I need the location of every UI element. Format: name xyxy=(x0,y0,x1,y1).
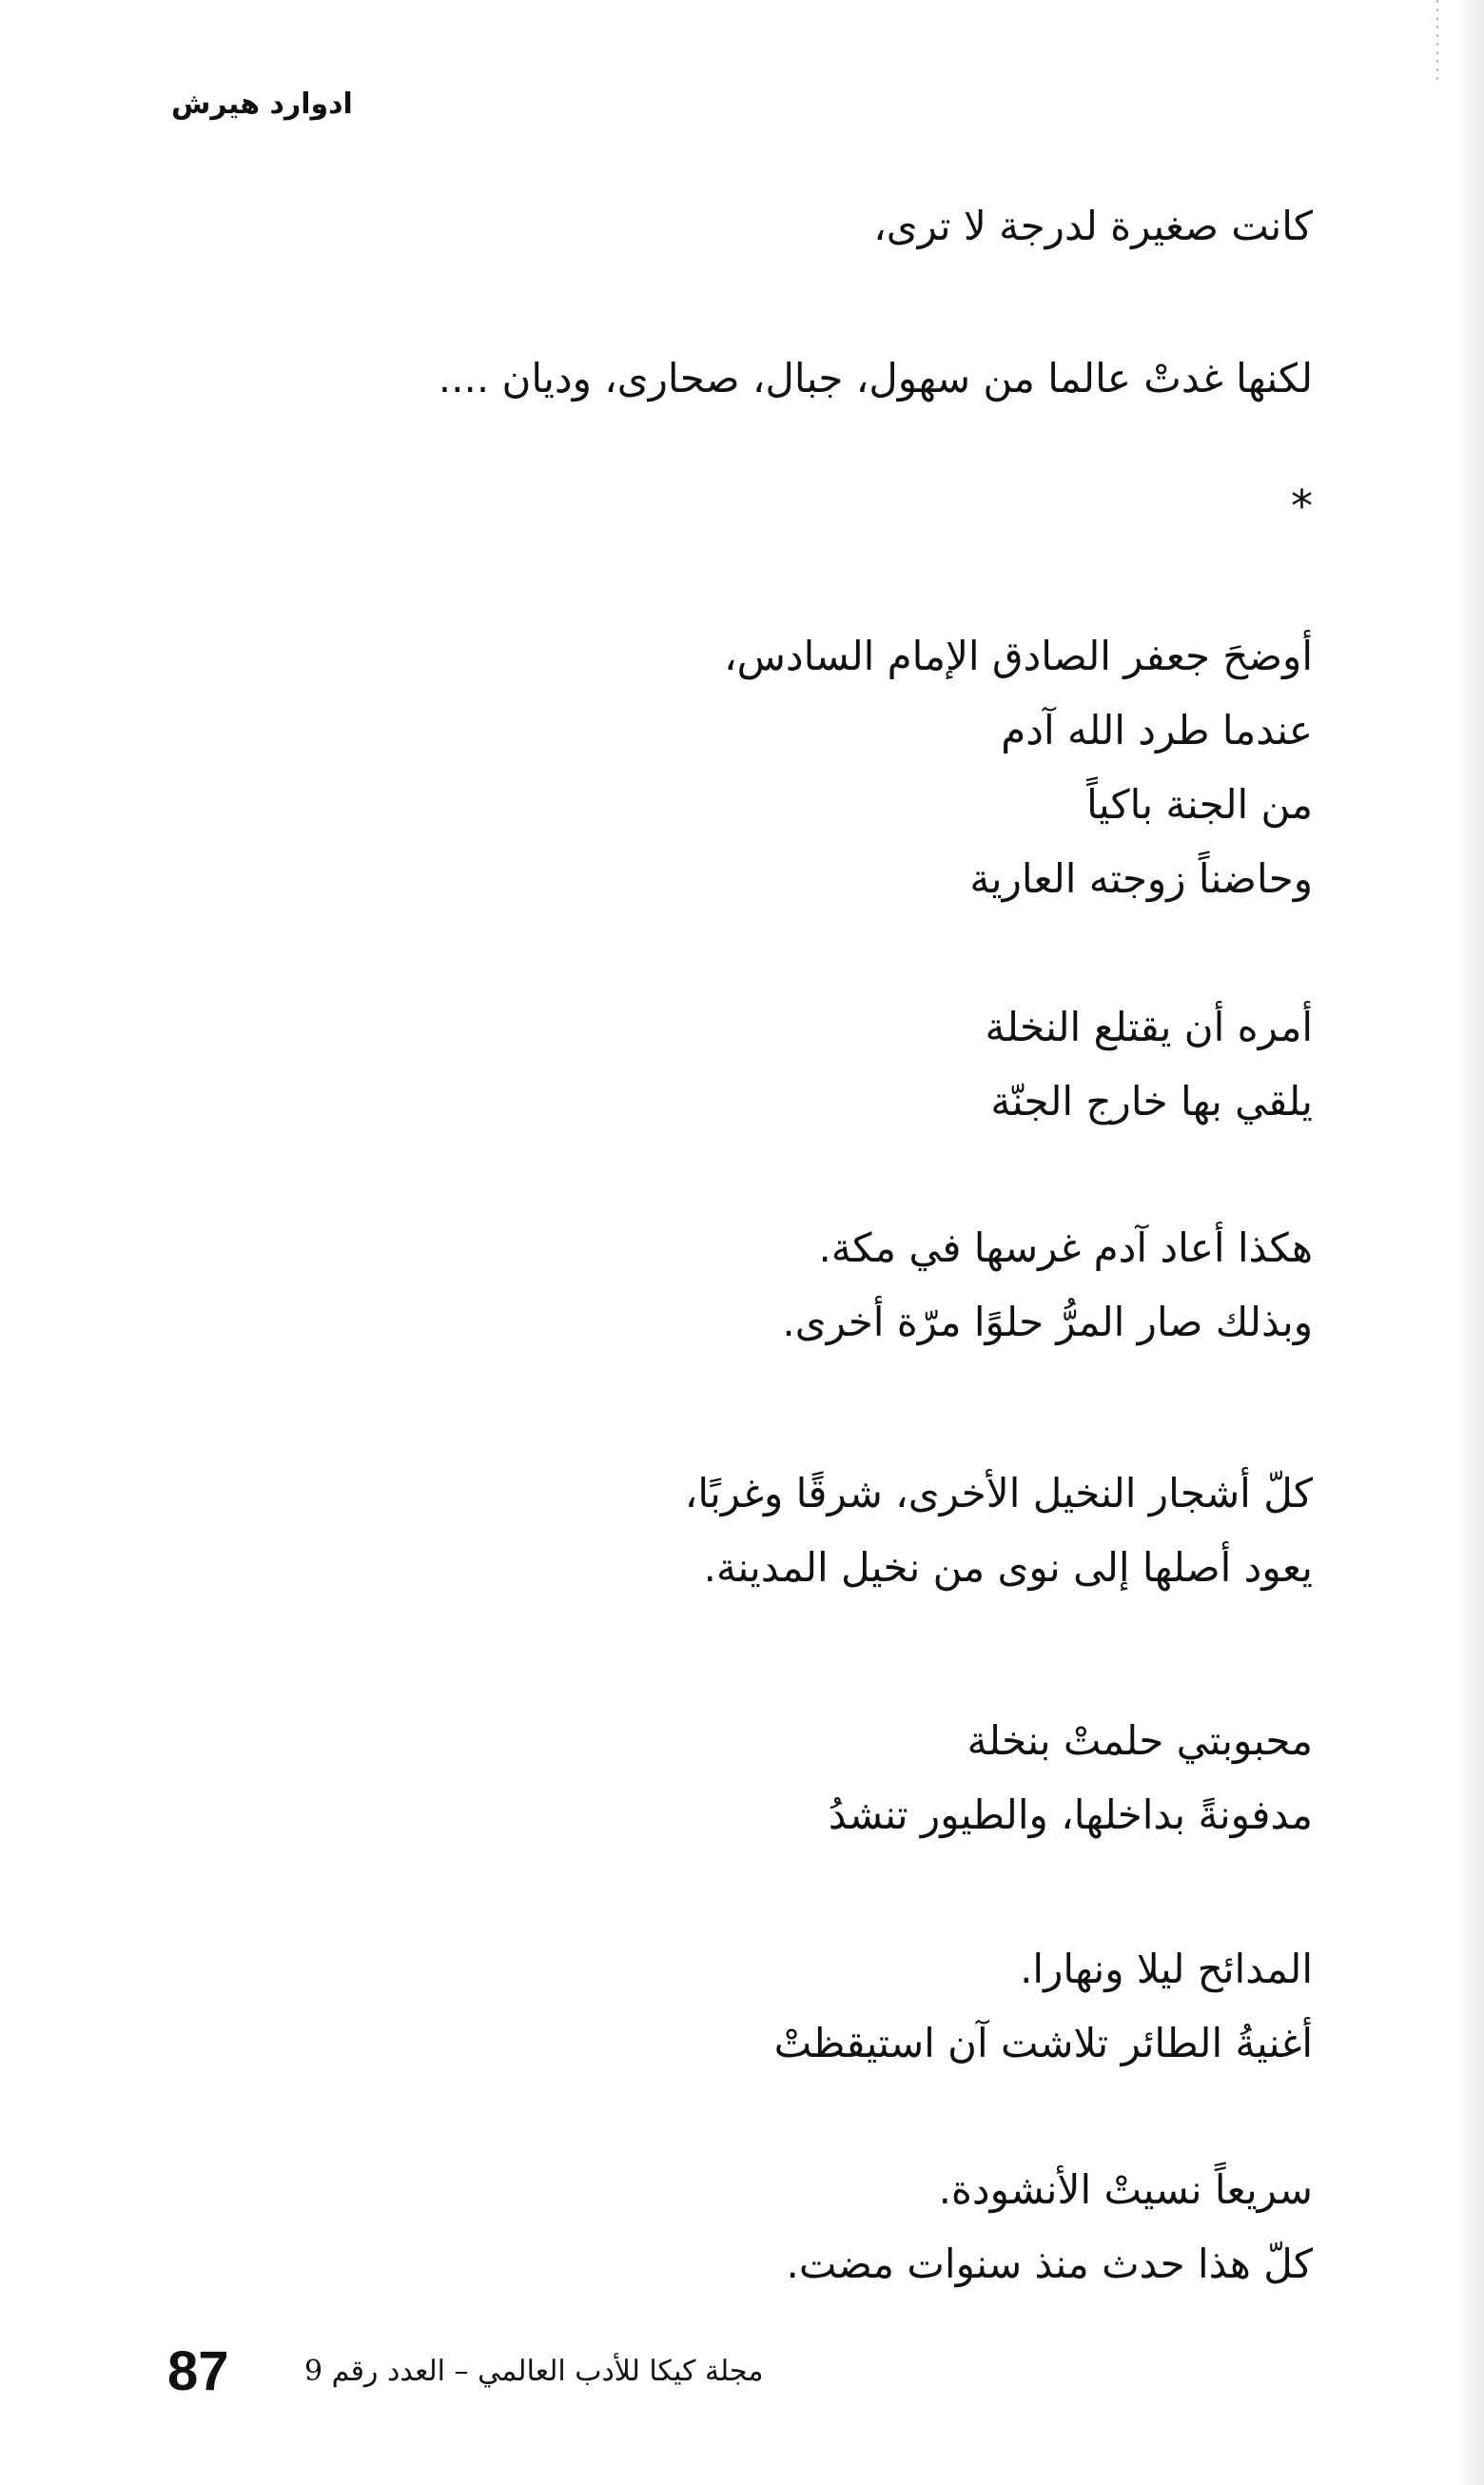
poem-line: كلّ هذا حدث منذ سنوات مضت. xyxy=(786,2240,1313,2287)
poem-line: أوضحَ جعفر الصادق الإمام السادس، xyxy=(724,633,1313,679)
page-edge-shadow xyxy=(1459,0,1484,2485)
poem-line: من الجنة باكياً xyxy=(1086,781,1313,828)
poem-line: وحاضناً زوجته العارية xyxy=(969,855,1313,902)
poem-line: مدفونةً بداخلها، والطيور تنشدُ xyxy=(828,1791,1313,1838)
poem-line: لكنها غدتْ عالما من سهول، جبال، صحارى، وديان .... xyxy=(438,355,1313,401)
poem-line: هكذا أعاد آدم غرسها في مكة. xyxy=(818,1224,1313,1271)
journal-title: مجلة كيكا للأدب العالمي – العدد رقم 9 xyxy=(304,2355,764,2388)
poem-line: عندما طرد الله آدم xyxy=(1001,707,1313,753)
poem-line: محبوبتي حلمتْ بنخلة xyxy=(967,1717,1313,1764)
section-break-asterisk: * xyxy=(1291,480,1313,532)
poem-line: يعود أصلها إلى نوى من نخيل المدينة. xyxy=(703,1544,1313,1591)
poem-line: أغنيةُ الطائر تلاشت آن استيقظتْ xyxy=(773,2020,1313,2066)
poem-line: سريعاً نسيتْ الأنشودة. xyxy=(938,2166,1313,2213)
poem-line: أمره أن يقتلع النخلة xyxy=(985,1004,1313,1050)
poem-line: يلقي بها خارج الجنّة xyxy=(990,1078,1313,1125)
poem-line: وبذلك صار المرُّ حلوًا مرّة أخرى. xyxy=(782,1299,1313,1345)
page-edge-marks xyxy=(1436,0,1438,86)
poem-line: كانت صغيرة لدرجة لا ترى، xyxy=(873,203,1313,249)
page-number: 87 xyxy=(167,2340,229,2402)
poem-line: المدائح ليلا ونهارا. xyxy=(1020,1946,1313,1992)
poem-line: كلّ أشجار النخيل الأخرى، شرقًا وغربًا، xyxy=(684,1470,1313,1516)
running-head-author: ادوارد هيرش xyxy=(171,88,353,121)
page-footer xyxy=(0,2338,1484,2405)
